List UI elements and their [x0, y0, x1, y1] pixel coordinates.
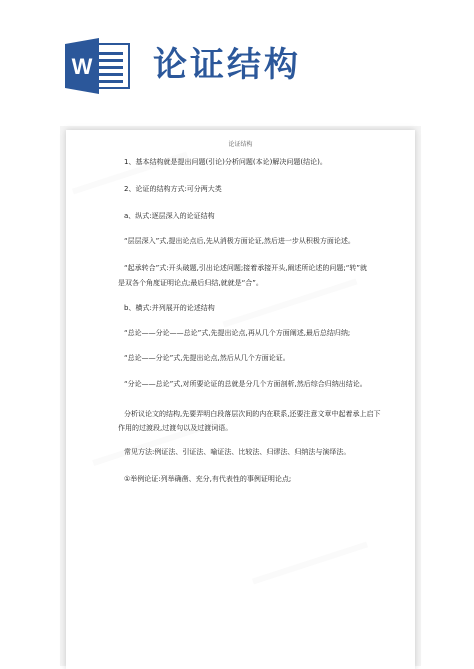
doc-line: 作用的过渡段,过渡句以及过渡词语。 [118, 424, 233, 432]
doc-line: “分论——总论”式,对所要论证的总就是分几个方面剖析,然后综合归纳出结论。 [124, 380, 367, 388]
doc-line: ①举例论证:列举确凿、充分,有代表性的事例证明论点; [124, 475, 292, 483]
doc-line: 分析议论文的结构,先要弄明白段落层次间的内在联系,还要注意文章中起着承上启下 [124, 410, 381, 418]
doc-line: “总论——分论——总论”式,先提出论点,再从几个方面阐述,最后总结归纳; [124, 329, 351, 337]
banner [0, 0, 474, 100]
doc-line: “层层深入”式,提出论点后,先从消极方面论证,然后进一步从积极方面论述。 [124, 237, 355, 245]
doc-line: b、横式:并列展开的论述结构 [124, 304, 215, 312]
word-document-icon [65, 38, 131, 94]
doc-line: 是双各个角度证明论点;最后归结,就就是“合”。 [118, 279, 263, 287]
doc-line: 1、基本结构就是提出问题(引论)分析问题(本论)解决问题(结论)。 [124, 158, 327, 166]
logo-letter: W [71, 54, 93, 79]
banner-title: 论证结构 [153, 45, 301, 85]
doc-line: 2、论证的结构方式:可分两大类 [124, 185, 222, 193]
doc-line: 常见方法:例证法、引证法、喻证法、比较法、归谬法、归纳法与演绎法。 [124, 448, 351, 456]
document-page [66, 130, 415, 669]
document-header: 论证结构 [228, 141, 253, 148]
doc-line: “起承转合”式:开头破题,引出论述问题;接着承接开头,阐述所论述的问题;“转”就 [124, 264, 368, 272]
doc-line: “总论——分论”式,先提出论点,然后从几个方面论证。 [124, 354, 290, 362]
doc-line: a、纵式:逐层深入的论证结构 [124, 212, 215, 220]
